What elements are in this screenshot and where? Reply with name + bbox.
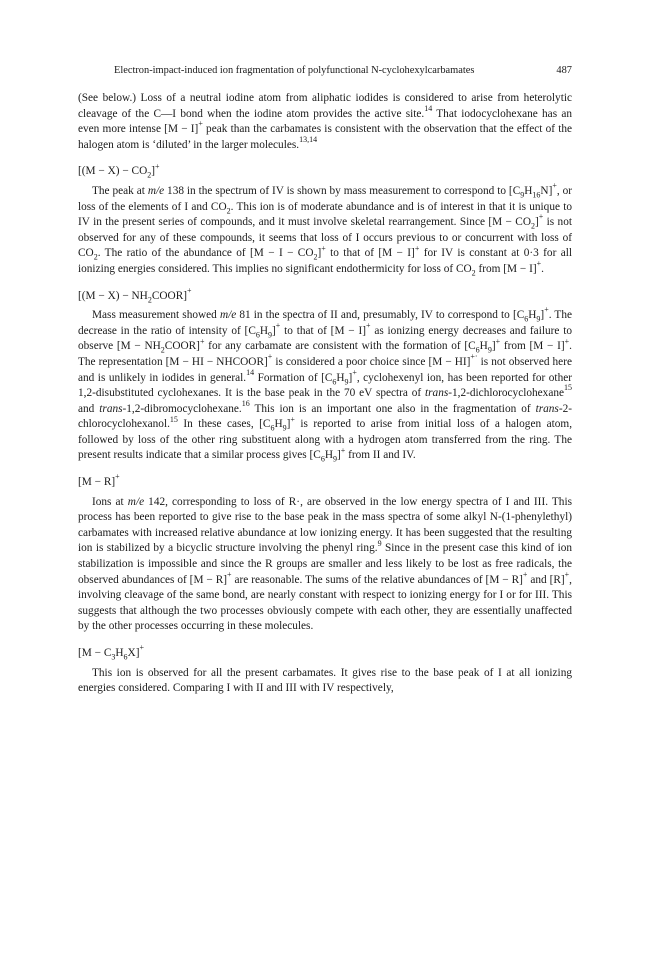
- page: [78, 64, 572, 697]
- paragraph: This ion is observed for all the present carbamates. It gives rise to the base peak of I at all ionizing energies considered. Comparing I with II and III with IV respectively,: [78, 666, 572, 695]
- page-number: 487: [556, 65, 572, 76]
- paragraph: The peak at m/e 138 in the spectrum of IV is shown by mass measurement to correspond to $[C_9H_{16}N]^+$, or loss of the elements of I and $CO_2$. This ion is of moderate abundance and is of interest in that it is unique to IV in the present series of compounds, and it must involve skeletal rearrangement. Since $[M - CO_2]^+$ is not observed for any of these compounds, it seems that loss of I occurs previous to or concurrent with loss of $CO_2$. The ratio of the abundance of $[M - I - CO_2]^+$ to that of [M − I]+ for IV is constant at 0·3 for all ionizing energies considered. This implies no significant endothermicity for loss of $CO_2$ from [M − I]+.: [78, 181, 572, 278]
- paragraph: Ions at m/e 142, corresponding to loss of R·, are observed in the low energy spectra of I and III. This process has been reported to give rise to the base peak in the mass spectra of some alkyl N-(1-phenylethyl) carbamates with increased relative abundance at low ionizing energy. It has been suggested that the resulting ion is stabilized by a bicyclic structure involving the phenyl ring.$^9$ Since in the present case this kind of ion stabilization is impossible and since the R groups are smaller and less likely to be lost as free radicals, the observed abundances of [M − R]+ are reasonable. The sums of the relative abundances of [M − R]+ and [R]+, involving cleavage of the same bond, are nearly constant with respect to ionizing energy for I or for III. This suggests that although the two processes obviously compete with each other, they are essentially unaffected by the other processes occurring in these molecules.: [78, 495, 573, 633]
- running-head-title: Electron-impact-induced ion fragmentation of polyfunctional N-cyclohexylcarbamates: [114, 65, 475, 76]
- running-head: [114, 64, 572, 77]
- paragraph: (See below.) Loss of a neutral iodine atom from aliphatic iodides is considered to arise from heterolytic cleavage of the C—I bond when the iodine atom provides the active site.$^{14}$ That iodocyclohexane has an even more intense [M − I]+ peak than the carbamates is consistent with the observation that the effect of the halogen atom is ‘diluted’ in the larger molecules.$^{13,14}$: [78, 92, 573, 151]
- section-heading: $[M - C_3H_6X]^+$: [78, 643, 144, 662]
- section-heading: $[(M - X) - NH_2COOR]^+$: [78, 285, 192, 304]
- article-body: [78, 91, 572, 697]
- paragraph: Mass measurement showed m/e 81 in the spectra of II and, presumably, IV to correspond to $[C_6H_9]^+$. The decrease in the ratio of intensity of $[C_6H_9]^+$ to that of [M − I]+ as ionizing energy decreases and failure to observe $[M - NH_2COOR]^+$ for any carbamate are consistent with the formation of $[C_6H_9]^+$ from [M − I]+. The representation [M − HI − NHCOOR]+ is considered a poor choice since [M − HI]+· is not observed here and is unlikely in iodides in general.$^{14}$ Formation of $[C_6H_9]^+$, cyclohexenyl ion, has been reported for other 1,2-disubstituted cyclohexanes. It is the base peak in the 70 eV spectra of trans-1,2-dichlorocyclohexane$^{15}$ and trans-1,2-dibromocyclohexane.$^{16}$ This ion is an important one also in the fragmentation of trans-2-chlorocyclohexanol.$^{15}$ In these cases, $[C_6H_9]^+$ is reported to arise from initial loss of a halogen atom, followed by loss of the other ring substituent along with a hydrogen atom transferred from the ring. The present results indicate that a similar process gives $[C_6H_9]^+$ from II and IV.: [78, 305, 573, 464]
- section-heading: [M − R]+: [78, 472, 120, 489]
- section-heading: $[(M - X) - CO_2]^+$: [78, 161, 160, 180]
